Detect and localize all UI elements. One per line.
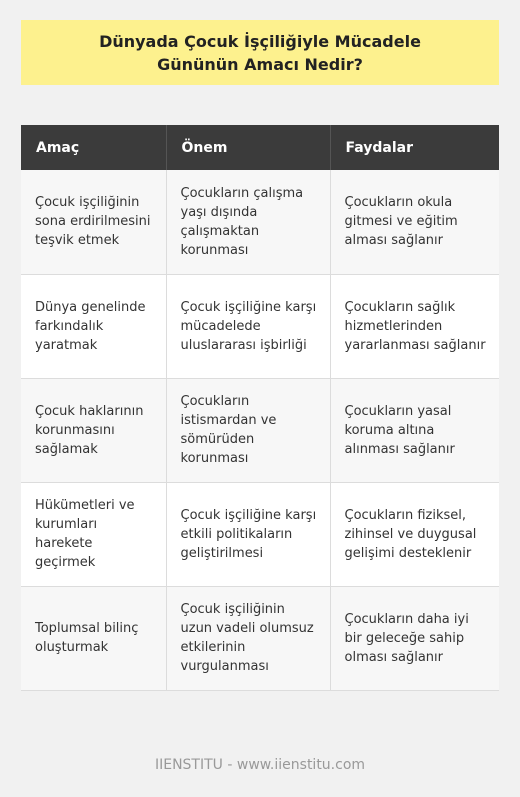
page-title: Dünyada Çocuk İşçiliğiyle Mücadele Gününün Amacı Nedir? bbox=[99, 31, 421, 74]
cell-amac: Dünya genelinde farkındalık yaratmak bbox=[21, 274, 166, 378]
table-row bbox=[21, 170, 499, 274]
header-onem: Önem bbox=[166, 125, 330, 170]
cell-amac: Hükümetleri ve kurumları harekete geçirmek bbox=[21, 482, 166, 586]
cell-onem: Çocuk işçiliğine karşı etkili politikaların geliştirilmesi bbox=[166, 482, 330, 586]
table-row bbox=[21, 586, 499, 690]
cell-onem: Çocuk işçiliğinin uzun vadeli olumsuz etkilerinin vurgulanması bbox=[166, 586, 330, 690]
cell-faydalar: Çocukların sağlık hizmetlerinden yararlanması sağlanır bbox=[330, 274, 499, 378]
cell-faydalar: Çocukların fiziksel, zihinsel ve duygusal gelişimi desteklenir bbox=[330, 482, 499, 586]
cell-faydalar: Çocukların yasal koruma altına alınması sağlanır bbox=[330, 378, 499, 482]
cell-amac: Çocuk haklarının korunmasını sağlamak bbox=[21, 378, 166, 482]
cell-faydalar: Çocukların okula gitmesi ve eğitim alması sağlanır bbox=[330, 170, 499, 274]
table-header-row bbox=[21, 125, 499, 170]
table-row bbox=[21, 378, 499, 482]
title-banner bbox=[21, 20, 499, 85]
header-amac: Amaç bbox=[21, 125, 166, 170]
table-row bbox=[21, 482, 499, 586]
cell-amac: Çocuk işçiliğinin sona erdirilmesini teşvik etmek bbox=[21, 170, 166, 274]
purpose-table bbox=[21, 125, 499, 691]
cell-faydalar: Çocukların daha iyi bir geleceğe sahip olması sağlanır bbox=[330, 586, 499, 690]
table-row bbox=[21, 274, 499, 378]
footer-credit: IIENSTITU - www.iienstitu.com bbox=[154, 757, 366, 773]
cell-onem: Çocukların çalışma yaşı dışında çalışmaktan korunması bbox=[166, 170, 330, 274]
cell-onem: Çocuk işçiliğine karşı mücadelede uluslararası işbirliği bbox=[166, 274, 330, 378]
header-faydalar: Faydalar bbox=[330, 125, 499, 170]
cell-amac: Toplumsal bilinç oluşturmak bbox=[21, 586, 166, 690]
cell-onem: Çocukların istismardan ve sömürüden korunması bbox=[166, 378, 330, 482]
